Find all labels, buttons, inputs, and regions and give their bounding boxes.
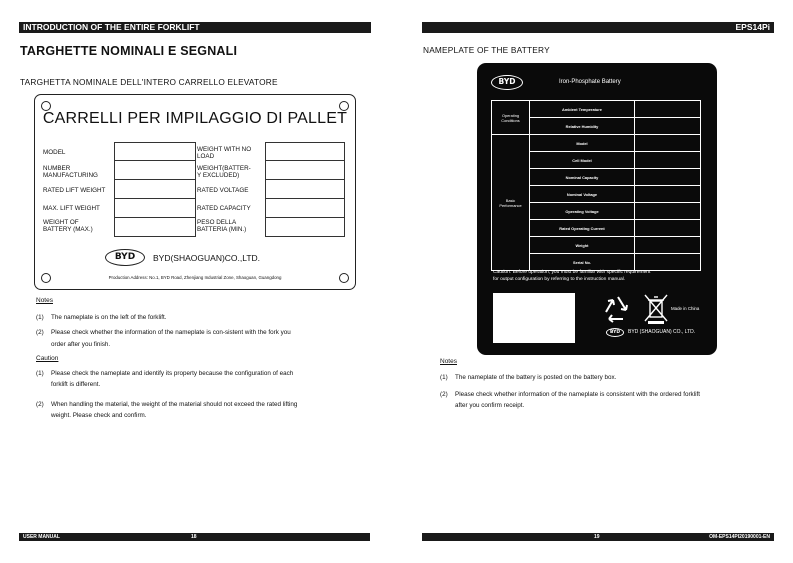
left-note-2-continuation: order after you finish. [51, 341, 111, 348]
made-in-label: Made in China [671, 306, 700, 311]
left-note-2-text: Please check whether the information of the nameplate is con-sistent with the fork you [51, 329, 291, 336]
plate-label-battery-weight-max: WEIGHT OF BATTERY (MAX.) [43, 219, 93, 233]
right-note-2-number: (2) [440, 391, 448, 398]
plate-value-box [114, 180, 196, 199]
plate-company-name: BYD(SHAOGUAN)CO.,LTD. [153, 253, 261, 263]
serial-label-area [493, 293, 575, 343]
plate-label-rated-capacity: RATED CAPACITY [197, 205, 251, 212]
caution-heading: Caution [36, 355, 59, 362]
right-footer-bar [422, 533, 774, 541]
group-operating-conditions: Operating Conditions [492, 101, 530, 135]
plate-label-max-lift-weight: MAX. LIFT WEIGHT [43, 205, 100, 212]
plate-label-battery-weight-min: PESO DELLA BATTERIA (MIN.) [197, 219, 247, 233]
battery-caution-text: Caution: Before operation, you must be familiar with specific requirement for output configuration by referring to the instruction manual. [493, 270, 651, 282]
plate-value-box [265, 180, 345, 199]
footer-manual-label: USER MANUAL [23, 534, 60, 540]
plate-label-number-manufacturing: NUMBER MANUFACTURING [43, 165, 98, 179]
recycle-icon [601, 294, 635, 324]
spec-label: Relative Humidity [530, 118, 635, 135]
byd-logo-icon: BYD [491, 75, 523, 90]
left-header-bar [19, 22, 371, 33]
caution-2-continuation: weight. Please check and confirm. [51, 412, 147, 419]
battery-nameplate [477, 63, 717, 355]
spec-value-cell [635, 135, 701, 152]
plate-label-rated-voltage: RATED VOLTAGE [197, 187, 249, 194]
plate-label-weight-battery-excluded: WEIGHT(BATTER- Y EXCLUDED) [197, 165, 251, 179]
plate-value-box [114, 142, 196, 161]
right-note-1-number: (1) [440, 374, 448, 381]
battery-plate-title: Iron-Phosphate Battery [559, 79, 621, 85]
right-notes-heading: Notes [440, 358, 457, 365]
right-page-title: NAMEPLATE OF THE BATTERY [423, 45, 550, 55]
spec-label: Nominal Capacity [530, 169, 635, 186]
left-note-1-number: (1) [36, 314, 44, 321]
group-basic-performance: Basic Performance [492, 135, 530, 271]
right-note-2-continuation: after you confirm receipt. [455, 402, 525, 409]
plate-value-box [265, 199, 345, 218]
plate-value-box [114, 218, 196, 237]
spec-label: Nominal Voltage [530, 186, 635, 203]
spec-label: Serial No. [530, 254, 635, 271]
plate-label-model: MODEL [43, 149, 66, 156]
spec-value-cell [635, 220, 701, 237]
plate-label-weight-no-load: WEIGHT WITH NO LOAD [197, 146, 252, 160]
right-header-bar [422, 22, 774, 33]
caution-1-continuation: forklift is different. [51, 381, 101, 388]
left-page-subtitle: TARGHETTA NOMINALE DELL'INTERO CARRELLO ELEVATORE [20, 77, 278, 87]
right-header-text: EPS14Pi [735, 22, 770, 32]
spec-value-cell [635, 203, 701, 220]
spec-value-cell [635, 186, 701, 203]
left-footer-bar [19, 533, 370, 541]
battery-spec-table [491, 100, 701, 271]
nameplate-title: CARRELLI PER IMPILAGGIO DI PALLET [42, 110, 348, 127]
left-page-title: TARGHETTE NOMINALI E SEGNALI [20, 44, 238, 58]
spec-label: Rated Operating Current [530, 220, 635, 237]
byd-logo-icon: BYD [105, 249, 145, 266]
battery-plate-company: BYD (SHAOGUAN) CO., LTD. [628, 329, 696, 335]
caution-2-number: (2) [36, 401, 44, 408]
left-page-number: 18 [191, 534, 197, 540]
left-notes-heading: Notes [36, 297, 53, 304]
byd-logo-icon: BYD [606, 328, 624, 337]
caution-1-number: (1) [36, 370, 44, 377]
spec-value-cell [635, 169, 701, 186]
crossed-bin-icon [643, 293, 669, 325]
plate-value-box [265, 142, 345, 161]
plate-label-rated-lift-weight: RATED LIFT WEIGHT [43, 187, 106, 194]
spec-value-cell [635, 152, 701, 169]
plate-value-box [265, 218, 345, 237]
plate-value-box [114, 199, 196, 218]
spec-label: Operating Voltage [530, 203, 635, 220]
left-note-2-number: (2) [36, 329, 44, 336]
left-note-1-text: The nameplate is on the left of the forklift. [51, 314, 167, 321]
spec-value-cell [635, 101, 701, 118]
spec-value-cell [635, 254, 701, 271]
caution-1-text: Please check the nameplate and identify its property because the configuration of each [51, 370, 294, 377]
spec-label: Weight [530, 237, 635, 254]
spec-label: Ambient Temperature [530, 101, 635, 118]
plate-production-address: Production Address: No.1, BYD Road, Zhenjiang Industrial Zone, Shaoguan, Guangdong [108, 275, 282, 280]
plate-value-box [114, 161, 196, 180]
spec-value-cell [635, 237, 701, 254]
right-note-2-text: Please check whether information of the nameplate is consistent with the ordered forklift [455, 391, 701, 398]
forklift-nameplate [34, 94, 356, 290]
spec-value-cell [635, 118, 701, 135]
left-header-text: INTRODUCTION OF THE ENTIRE FORKLIFT [23, 22, 200, 32]
plate-value-box [265, 161, 345, 180]
spec-label: Cell Model [530, 152, 635, 169]
caution-2-text: When handling the material, the weight of the material should not exceed the rated lifting [51, 401, 298, 408]
right-page-number: 19 [594, 534, 600, 540]
spec-label: Model [530, 135, 635, 152]
document-code: OM-EPS14PI20190001-EN [709, 534, 770, 540]
right-note-1-text: The nameplate of the battery is posted on the battery box. [455, 374, 617, 381]
